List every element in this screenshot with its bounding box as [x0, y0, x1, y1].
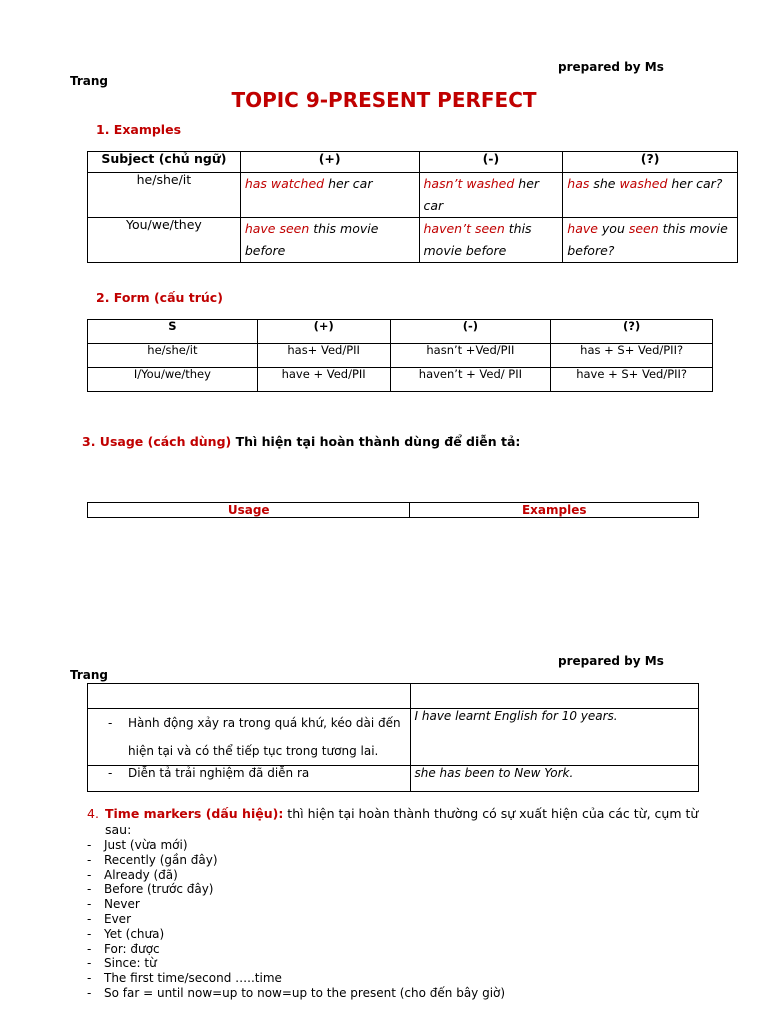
header-cell-usage: Usage — [88, 503, 410, 518]
usage-line — [108, 709, 406, 737]
table-header-row — [88, 320, 713, 344]
usage-cell — [88, 766, 411, 792]
bullet-dash: - — [108, 766, 113, 780]
table-header-row — [88, 152, 738, 173]
header-cell: (-) — [419, 152, 563, 173]
table-cell: has + S+ Ved/PII? — [551, 344, 713, 368]
example-text: you — [597, 221, 629, 236]
header-cell: (+) — [257, 320, 390, 344]
list-item: - The first time/second …..time — [87, 971, 282, 986]
example-text: this movie before? — [567, 221, 728, 258]
table-row — [88, 344, 713, 368]
time-markers-title: Time markers (dấu hiệu): — [105, 806, 284, 821]
usage-heading-red: 3. Usage (cách dùng) — [82, 434, 232, 449]
section-examples-heading: 1. Examples — [96, 122, 182, 137]
example-text: this movie before — [423, 221, 532, 258]
example-text: she — [589, 176, 620, 191]
section-time-markers — [87, 806, 707, 838]
table-cell: hasn’t +Ved/PII — [390, 344, 551, 368]
negative-example — [419, 173, 563, 218]
verb-highlight: has watched — [244, 176, 325, 191]
subject-cell: You/we/they — [88, 218, 241, 263]
usage-text: hiện tại và có thể tiếp tục trong tương lai. — [128, 744, 379, 758]
header-cell: (+) — [240, 152, 419, 173]
verb-highlight: have seen — [244, 221, 310, 236]
usage-example: I have learnt English for 10 years. — [410, 709, 699, 766]
prepared-by-text: prepared by Ms — [558, 654, 664, 668]
table-row — [88, 218, 738, 263]
time-markers-text — [105, 806, 707, 838]
list-item: - Before (trước đây) — [87, 882, 214, 897]
example-text: her car — [423, 176, 540, 213]
table-header-row — [88, 503, 699, 518]
list-item: - Yet (chưa) — [87, 926, 165, 941]
verb-highlight: hasn’t washed — [423, 176, 515, 191]
section-usage-heading — [82, 434, 520, 449]
prepared-by-text: prepared by Ms — [558, 60, 664, 74]
table-cell: has+ Ved/PII — [257, 344, 390, 368]
list-item: - So far = until now=up to now=up to the present (cho đến bây giờ) — [87, 985, 506, 1000]
positive-example — [240, 173, 419, 218]
list-item: - Recently (gần đây) — [87, 852, 218, 867]
question-example — [563, 173, 738, 218]
usage-heading-desc: Thì hiện tại hoàn thành dùng để diễn tả: — [231, 434, 521, 449]
time-markers-heading — [87, 806, 707, 838]
author-name: Trang — [70, 74, 109, 88]
subject-cell: he/she/it — [88, 173, 241, 218]
table-row — [88, 368, 713, 392]
table-row — [88, 766, 699, 792]
question-example — [563, 218, 738, 263]
header-cell: (?) — [551, 320, 713, 344]
verb-highlight: washed — [619, 176, 668, 191]
time-markers-list — [87, 838, 505, 1001]
table-cell: he/she/it — [88, 344, 258, 368]
list-item: - Since: từ — [87, 956, 157, 971]
header-cell: (-) — [390, 320, 551, 344]
list-item: - Ever — [87, 911, 131, 926]
table-cell — [410, 684, 699, 709]
header-cell: Subject (chủ ngữ) — [88, 152, 241, 173]
table-cell — [88, 684, 411, 709]
example-text: her car? — [667, 176, 723, 191]
verb-highlight: haven’t seen — [423, 221, 505, 236]
example-text: her car — [324, 176, 373, 191]
list-item: - Never — [87, 897, 140, 912]
bullet-dash: - — [108, 716, 113, 730]
usage-text: Hành động xảy ra trong quá khứ, kéo dài đến — [128, 716, 401, 730]
form-table — [87, 319, 713, 392]
table-row — [88, 684, 699, 709]
list-item: - Already (đã) — [87, 867, 178, 882]
section-form-heading: 2. Form (cấu trúc) — [96, 290, 223, 305]
page-title: TOPIC 9-PRESENT PERFECT — [231, 88, 537, 112]
time-markers-desc: thì hiện tại hoàn thành thường có sự xuất hiện của các từ, cụm từ sau: — [105, 806, 699, 837]
verb-highlight: seen — [628, 221, 659, 236]
verb-highlight: has — [567, 176, 590, 191]
verb-highlight: have — [567, 221, 598, 236]
positive-example — [240, 218, 419, 263]
header-cell: (?) — [563, 152, 738, 173]
usage-example: she has been to New York. — [410, 766, 699, 792]
usage-table — [87, 683, 699, 792]
table-cell: have + S+ Ved/PII? — [551, 368, 713, 392]
list-item: - Just (vừa mới) — [87, 838, 188, 852]
section-number: 4. — [87, 806, 99, 821]
example-text: this movie before — [244, 221, 379, 258]
examples-table — [87, 151, 738, 263]
table-cell: have + Ved/PII — [257, 368, 390, 392]
usage-line — [108, 766, 406, 780]
table-cell: I/You/we/they — [88, 368, 258, 392]
list-item: - For: được — [87, 941, 160, 956]
table-cell: haven’t + Ved/ PII — [390, 368, 551, 392]
author-name: Trang — [70, 668, 109, 682]
negative-example — [419, 218, 563, 263]
usage-text: Diễn tả trải nghiệm đã diễn ra — [128, 766, 310, 780]
header-cell: S — [88, 320, 258, 344]
table-row — [88, 709, 699, 766]
usage-table-header — [87, 502, 699, 518]
table-row — [88, 173, 738, 218]
usage-cell — [88, 709, 411, 766]
header-cell-examples: Examples — [410, 503, 699, 518]
